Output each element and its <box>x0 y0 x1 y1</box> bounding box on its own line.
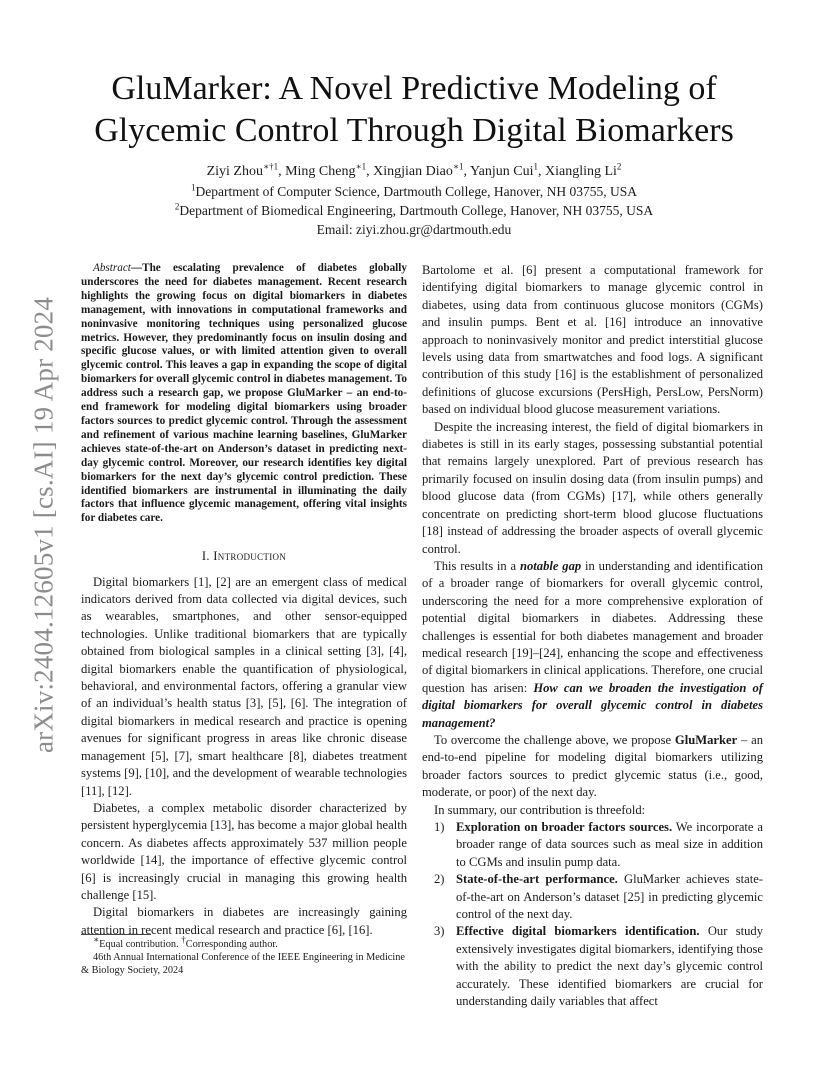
affiliation-2 <box>90 201 738 220</box>
paragraph <box>422 558 763 732</box>
item-text: We incorporate a broader range of data sources such as meal size in addition to CGMs and insulin pump data. <box>456 820 763 869</box>
footnote-contribution <box>81 934 407 951</box>
author-marks: ∗1 <box>355 161 367 172</box>
footnote-rule <box>81 934 151 935</box>
author-marks: ∗†1 <box>262 161 279 172</box>
item-text: GluMarker achieves state-of-the-art on Anderson’s dataset [25] in predicting glycemic control of the next day. <box>456 872 763 922</box>
affiliation-mark: 1 <box>191 182 196 193</box>
footnotes <box>81 934 407 977</box>
author-marks: 2 <box>616 161 622 172</box>
contribution-item <box>422 923 763 1010</box>
item-number: 2) <box>434 872 445 887</box>
item-number: 3) <box>434 924 445 939</box>
contribution-item <box>422 871 763 923</box>
text-run: in understanding and identification of a broader range of biomarkers for overall glycemic control, underscoring the need for a more comprehensive exploration of potential digital biomarkers in diabetes. Addressing these challenges is essential for both diabetes management and broader medical research [19]–[24], enhancing the scope and effectiveness of digital biomarkers in clinical applications. Therefore, one crucial question has arisen: <box>422 558 763 695</box>
author-name: Yanjun Cui <box>469 164 534 179</box>
footnote-mark: ∗ <box>93 934 100 945</box>
author-block <box>90 162 738 239</box>
research-question: How can we broaden the investigation of digital biomarkers for overall glycemic control in diabetes management? <box>422 680 763 730</box>
author-name: Ziyi Zhou <box>206 164 263 179</box>
left-column <box>81 262 407 939</box>
author-marks: 1 <box>533 161 538 172</box>
affiliation-text: Department of Biomedical Engineering, Dartmouth College, Hanover, NH 03755, USA <box>179 203 654 218</box>
abstract-text: —The escalating prevalence of diabetes globally underscores the need for diabetes management. Recent research highlights the growing focus on digital biomarkers in diabetes management, with innovations in computational frameworks and noninvasive monitoring techniques using personalized glucose metrics. However, they predominantly focus on insulin dosing and specific glucose values, or with limited attention given to overall glycemic control. This leaves a gap in expanding the scope of digital biomarkers for overall glycemic control in diabetes management. To address such a research gap, we propose GluMarker – an end-to-end framework for modeling digital biomarkers using broader factors sources to predict glycemic control. Through the assessment and refinement of various machine learning baselines, GluMarker achieves state-of-the-art on Anderson’s dataset in predicting next-day glycemic control. Moreover, our research identifies key digital biomarkers for the next day’s glycemic control prediction. These identified biomarkers are instrumental in illuminating the daily factors that influence glycemic management, offering vital insights for diabetes care. <box>81 262 407 525</box>
footnote-text: Equal contribution. <box>99 939 182 950</box>
contribution-item <box>422 819 763 871</box>
abstract-label: Abstract <box>93 262 131 274</box>
affiliation-text: Department of Computer Science, Dartmouth College, Hanover, NH 03755, USA <box>195 184 637 199</box>
text-run: – an end-to-end pipeline for modeling digital biomarkers utilizing broader factors sources to predict glycemic status (i.e., good, moderate, or poor) of the next day. <box>422 732 763 800</box>
paragraph: Digital biomarkers [1], [2] are an emergent class of medical indicators derived from data collected via digital devices, such as wearables, smartphones, and other sensor-equipped technologies. Unlike traditional biomarkers that are typically obtained from biological samples in a clinical setting [3], [4], digital biomarkers enable the quantification of physiological, behavioral, and environmental factors, offering a granular view of an individual’s health status [3], [5], [6]. The integration of digital biomarkers in medical research and practice is opening avenues for significant progress in areas like chronic disease management [5], [7], smart healthcare [8], diabetes treatment systems [9], [10], and the development of wearable technologies [11], [12]. <box>81 574 407 798</box>
paragraph: Bartolome et al. [6] present a computational framework for identifying digital biomarkers to manage glycemic control in diabetes, using data from continuous glucose monitors (CGMs) and insulin pumps. Bent et al. [16] introduce an innovative approach to noninvasively monitor and predict interstitial glucose levels using data from smartwatches and food logs. A significant contribution of this study [16] is the establishment of personalized definitions of glucose excursions (PersHigh, PersLow, PersNorm) based on individual blood glucose measurement variations. <box>422 263 763 417</box>
footnote-text: Corresponding author. <box>185 939 278 950</box>
author-name: Ming Cheng <box>285 164 356 179</box>
author-list: Ziyi Zhou$^{∗\dagger 1}$, Ming Cheng$^{∗1}$, Xingjian Diao$^{∗1}$, Yanjun Cui$^1$, Xiangling Li$^2$ <box>206 161 622 179</box>
item-text: Our study extensively investigates digital biomarkers, identifying those with the ability to predict the next day’s glycemic control accurately. These identified biomarkers are crucial for understanding daily variables that affect <box>456 924 763 1009</box>
author-marks: ∗1 <box>452 161 464 172</box>
title-line-2: Glycemic Control Through Digital Biomarkers <box>94 112 734 149</box>
section-title: Introduction <box>213 549 287 564</box>
contact-email: Email: ziyi.zhou.gr@dartmouth.edu <box>316 222 512 237</box>
author-name: Xiangling Li <box>544 164 617 179</box>
arxiv-id-text: arXiv:2404.12605v1 [cs.AI] 19 Apr 2024 <box>28 296 59 754</box>
title-line-1: GluMarker: A Novel Predictive Modeling of <box>111 70 717 107</box>
abstract <box>81 262 407 526</box>
paragraph: In summary, our contribution is threefold: <box>434 802 646 817</box>
text-run: To overcome the challenge above, we propose <box>434 732 675 747</box>
contribution-list <box>422 819 763 1010</box>
item-title: Effective digital biomarkers identification. <box>456 924 700 939</box>
emphasis: notable gap <box>519 558 582 573</box>
section-heading <box>81 548 407 565</box>
item-number: 1) <box>434 820 445 834</box>
author-name: Xingjian Diao <box>373 164 453 179</box>
footnote-conference: 46th Annual International Conference of the IEEE Engineering in Medicine & Biology Society, 2024 <box>81 952 405 976</box>
right-column <box>422 262 763 1010</box>
footnote-mark: † <box>181 934 186 945</box>
paragraph <box>422 732 763 802</box>
item-title: State-of-the-art performance. <box>456 872 618 887</box>
system-name: GluMarker <box>674 732 738 747</box>
affiliation-mark: 2 <box>174 201 180 212</box>
arxiv-identifier <box>14 290 74 760</box>
paper-title <box>90 68 738 152</box>
text-run: This results in a <box>434 558 520 573</box>
paragraph: Diabetes, a complex metabolic disorder characterized by persistent hyperglycemia [13], has become a major global health concern. As diabetes affects approximately 537 million people worldwide [14], the importance of effective glycemic control [6] is increasingly crucial in managing this growing health challenge [15]. <box>81 800 407 902</box>
paragraph: Despite the increasing interest, the field of digital biomarkers in diabetes is still in its early stages, possessing substantial potential that remains largely unexplored. Part of previous research has primarily focused on insulin dosing data (from insulin pumps) and blood glucose data (from CGMs) [17], while others generally concentrate on predicting short-term blood glucose fluctuations [18] instead of addressing the broader aspects of overall glycemic control. <box>422 419 763 556</box>
affiliation-1 <box>90 182 738 201</box>
paragraph: Digital biomarkers in diabetes are increasingly gaining attention in recent medical research and practice [6], [16]. <box>81 905 407 937</box>
section-numeral: I. <box>201 549 210 564</box>
item-title: Exploration on broader factors sources. <box>456 820 673 834</box>
